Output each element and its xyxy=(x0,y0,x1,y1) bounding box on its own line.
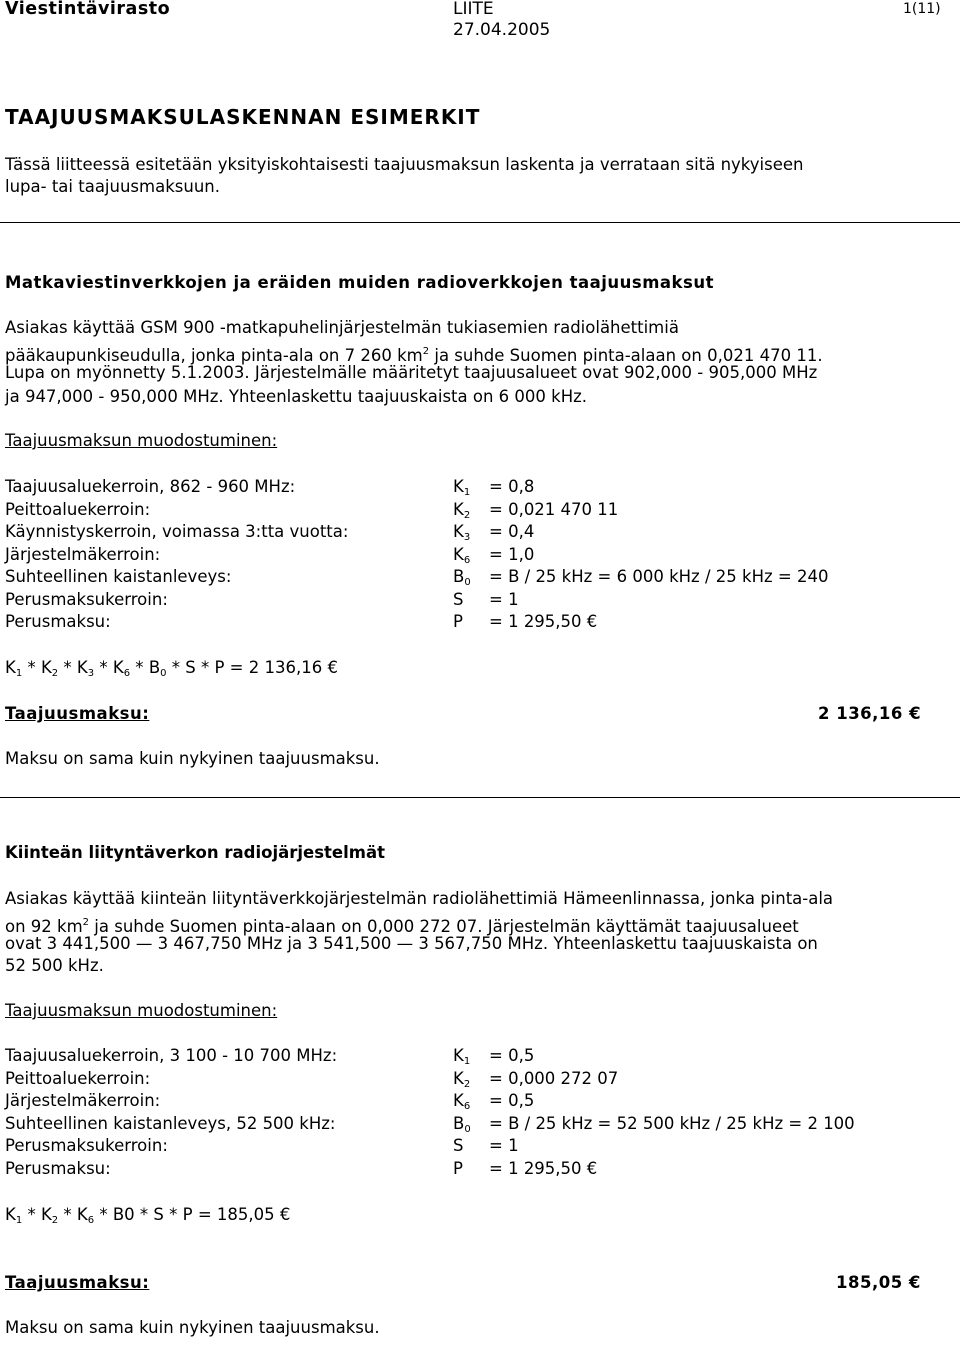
s2-formula: $K_1 * K_2 * K_6 * B0 * S * P = 185,05$ € xyxy=(5,1205,291,1226)
s2-fee-value: 185,05 € xyxy=(836,1273,921,1292)
superscript-2: 2 xyxy=(422,346,430,357)
intro-line-2: lupa- tai taajuusmaksuun. xyxy=(5,177,220,196)
s1-factor-value: = 1 xyxy=(489,590,519,609)
s1-factor-value: = B / 25 kHz = 6 000 kHz / 25 kHz = 240 xyxy=(489,567,829,586)
s1-factor-symbol: $B_0$ xyxy=(453,567,471,588)
s1-factor-value: = 1 295,50 € xyxy=(489,612,598,631)
s2-factor-value: = 1 295,50 € xyxy=(489,1159,598,1178)
s1-note: Maksu on sama kuin nykyinen taajuusmaksu. xyxy=(5,749,380,768)
s1-factor-label: Peittoaluekerroin: xyxy=(5,500,151,519)
s1-factor-symbol: $K_2$ xyxy=(453,500,471,521)
s2-factor-value: = 0,5 xyxy=(489,1046,535,1065)
s2-factor-label: Suhteellinen kaistanleveys, 52 500 kHz: xyxy=(5,1114,336,1133)
section2-para-line-4: 52 500 kHz. xyxy=(5,956,104,975)
s2-factor-value: = B / 25 kHz = 52 500 kHz / 25 kHz = 2 100 xyxy=(489,1114,855,1133)
s2-factor-symbol: P xyxy=(453,1159,463,1178)
s1-factor-label: Taajuusaluekerroin, 862 - 960 MHz: xyxy=(5,477,296,496)
page-title: TAAJUUSMAKSULASKENNAN ESIMERKIT xyxy=(5,105,481,129)
s2-factor-symbol: $K_2$ xyxy=(453,1069,471,1090)
intro-line-1: Tässä liitteessä esitetään yksityiskohtaisesti taajuusmaksun laskenta ja verrataan sitä nykyiseen xyxy=(5,155,804,174)
divider-middle xyxy=(0,797,960,798)
s1-factor-label: Järjestelmäkerroin: xyxy=(5,545,161,564)
s1-factor-symbol: $K_1$ xyxy=(453,477,471,498)
s2-factor-value: = 0,000 272 07 xyxy=(489,1069,619,1088)
s1-factor-label: Käynnistyskerroin, voimassa 3:tta vuotta: xyxy=(5,522,349,541)
section1-formation-label: Taajuusmaksun muodostuminen: xyxy=(5,431,278,450)
section2-para-line-2b: ja suhde Suomen pinta-alaan on 0,000 272 07. Järjestelmän käyttämät taajuusalueet xyxy=(94,917,799,936)
section2-para-line-3: ovat 3 441,500 — 3 467,750 MHz ja 3 541,500 — 3 567,750 MHz. Yhteenlaskettu taajuuskaista on xyxy=(5,934,818,953)
s1-formula: $K_1 * K_2 * K_3 * K_6 * B_0 * S * P = 2$ 136,16 € xyxy=(5,658,338,679)
s1-factor-label: Perusmaksu: xyxy=(5,612,111,631)
section1-heading: Matkaviestinverkkojen ja eräiden muiden radioverkkojen taajuusmaksut xyxy=(5,273,714,292)
s2-factor-label: Perusmaksukerroin: xyxy=(5,1136,168,1155)
s1-factor-symbol: S xyxy=(453,590,464,609)
s2-factor-symbol: $K_6$ xyxy=(453,1091,471,1112)
s2-factor-symbol: $B_0$ xyxy=(453,1114,471,1135)
section1-para-line-3: Lupa on myönnetty 5.1.2003. Järjestelmälle määritetyt taajuusalueet ovat 902,000 - 905,000 MHz xyxy=(5,363,818,382)
section2-para-line-2a: on 92 km xyxy=(5,917,83,936)
s2-factor-label: Peittoaluekerroin: xyxy=(5,1069,151,1088)
s2-factor-symbol: S xyxy=(453,1136,464,1155)
superscript-2: 2 xyxy=(82,917,90,928)
section2-heading: Kiinteän liityntäverkon radiojärjestelmät xyxy=(5,843,385,862)
s1-factor-value: = 1,0 xyxy=(489,545,535,564)
section2-formation-label: Taajuusmaksun muodostuminen: xyxy=(5,1001,278,1020)
s1-factor-label: Perusmaksukerroin: xyxy=(5,590,168,609)
s2-factor-label: Taajuusaluekerroin, 3 100 - 10 700 MHz: xyxy=(5,1046,338,1065)
s2-factor-value: = 0,5 xyxy=(489,1091,535,1110)
section1-para-line-2a: pääkaupunkiseudulla, jonka pinta-ala on 7 260 km xyxy=(5,346,423,365)
s1-fee-value: 2 136,16 € xyxy=(818,704,922,723)
s1-factor-value: = 0,4 xyxy=(489,522,535,541)
s2-factor-value: = 1 xyxy=(489,1136,519,1155)
s1-factor-symbol: P xyxy=(453,612,463,631)
s2-factor-label: Järjestelmäkerroin: xyxy=(5,1091,161,1110)
s2-factor-symbol: $K_1$ xyxy=(453,1046,471,1067)
s2-fee-label: Taajuusmaksu: xyxy=(5,1273,150,1292)
s1-factor-value: = 0,8 xyxy=(489,477,535,496)
s2-note: Maksu on sama kuin nykyinen taajuusmaksu. xyxy=(5,1318,380,1337)
header-date: 27.04.2005 xyxy=(453,20,551,40)
section1-para-line-4: ja 947,000 - 950,000 MHz. Yhteenlaskettu taajuuskaista on 6 000 kHz. xyxy=(5,387,588,406)
s1-factor-symbol: $K_3$ xyxy=(453,522,471,543)
s1-factor-value: = 0,021 470 11 xyxy=(489,500,619,519)
s1-factor-symbol: $K_6$ xyxy=(453,545,471,566)
header-org: Viestintävirasto xyxy=(5,0,171,19)
s1-fee-label: Taajuusmaksu: xyxy=(5,704,150,723)
s2-factor-label: Perusmaksu: xyxy=(5,1159,111,1178)
s1-factor-label: Suhteellinen kaistanleveys: xyxy=(5,567,232,586)
section1-para-line-1: Asiakas käyttää GSM 900 -matkapuhelinjärjestelmän tukiasemien radiolähettimiä xyxy=(5,318,679,337)
header-page: 1(11) xyxy=(903,1,941,17)
divider-top xyxy=(0,222,960,223)
header-doc-type: LIITE xyxy=(453,0,494,19)
section1-para-line-2b: ja suhde Suomen pinta-alaan on 0,021 470 11. xyxy=(434,346,823,365)
section2-para-line-1: Asiakas käyttää kiinteän liityntäverkkojärjestelmän radiolähettimiä Hämeenlinnassa, jonka pinta-ala xyxy=(5,889,834,908)
